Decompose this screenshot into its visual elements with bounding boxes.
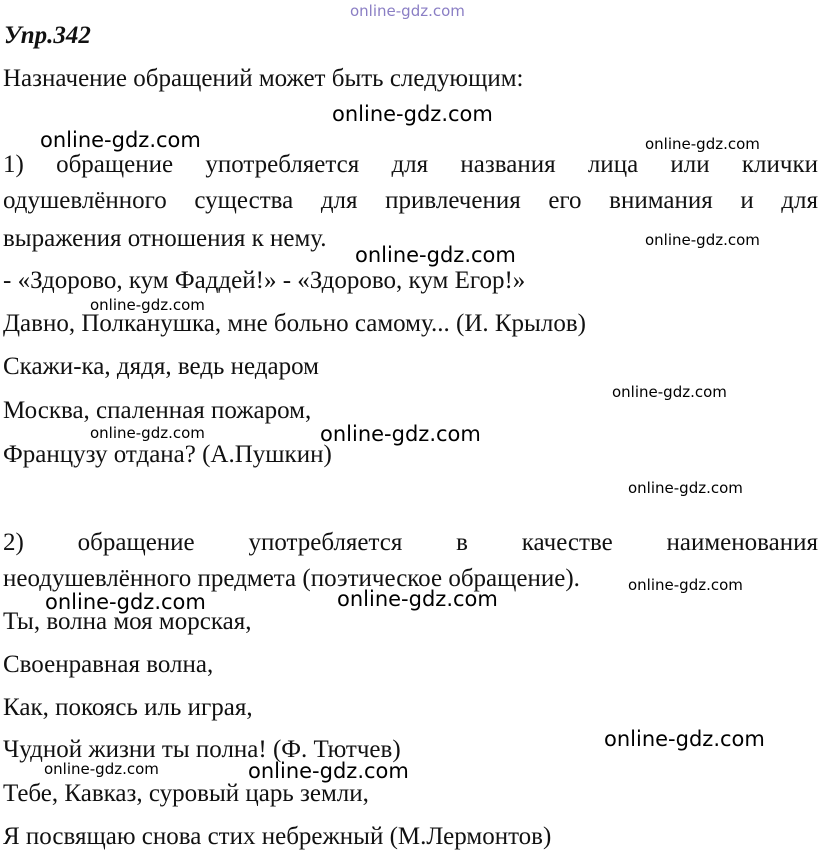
section1-line-1: 1) обращение употребляется для названия лица или клички xyxy=(3,151,818,178)
section1-example-4: Москва, спаленная пожаром, xyxy=(3,397,312,424)
watermark: online-gdz.com xyxy=(355,243,516,267)
section2-example-4: Чудной жизни ты полна! (Ф. Тютчев) xyxy=(3,736,401,763)
watermark: online-gdz.com xyxy=(612,383,727,401)
watermark: online-gdz.com xyxy=(45,590,206,614)
watermark: online-gdz.com xyxy=(350,2,465,20)
watermark: online-gdz.com xyxy=(44,760,159,778)
watermark: online-gdz.com xyxy=(645,135,760,153)
watermark: online-gdz.com xyxy=(645,231,760,249)
watermark: online-gdz.com xyxy=(248,759,409,783)
section2-example-1: Ты, волна моя морская, xyxy=(3,608,252,635)
section1-example-2: Давно, Полканушка, мне больно самому... (И. Крылов) xyxy=(3,310,586,337)
watermark: online-gdz.com xyxy=(628,479,743,497)
section1-example-1: - «Здорово, кум Фаддей!» - «Здорово, кум Егор!» xyxy=(3,267,526,294)
section2-line-1: 2) обращение употребляется в качестве наименования xyxy=(3,529,818,556)
section1-example-5: Французу отдана? (А.Пушкин) xyxy=(3,441,332,468)
watermark: online-gdz.com xyxy=(90,424,205,442)
section1-line-3: выражения отношения к нему. xyxy=(3,225,327,252)
section2-example-6: Я посвящаю снова стих небрежный (М.Лермонтов) xyxy=(3,823,552,850)
watermark: online-gdz.com xyxy=(332,102,493,126)
watermark: online-gdz.com xyxy=(320,422,481,446)
intro-text: Назначение обращений может быть следующим: xyxy=(3,65,524,92)
section2-example-2: Своенравная волна, xyxy=(3,651,214,678)
section1-example-3: Скажи-ка, дядя, ведь недаром xyxy=(3,353,319,380)
exercise-title: Упр.342 xyxy=(4,22,91,49)
watermark: online-gdz.com xyxy=(628,576,743,594)
watermark: online-gdz.com xyxy=(40,128,201,152)
section2-example-3: Как, покоясь иль играя, xyxy=(3,694,253,721)
watermark: online-gdz.com xyxy=(604,727,765,751)
section1-line-2: одушевлённого существа для привлечения его внимания и для xyxy=(3,187,818,214)
section2-example-5: Тебе, Кавказ, суровый царь земли, xyxy=(3,780,369,807)
watermark: online-gdz.com xyxy=(337,587,498,611)
section2-line-2: неодушевлённого предмета (поэтическое обращение). xyxy=(3,565,580,592)
watermark: online-gdz.com xyxy=(90,296,205,314)
